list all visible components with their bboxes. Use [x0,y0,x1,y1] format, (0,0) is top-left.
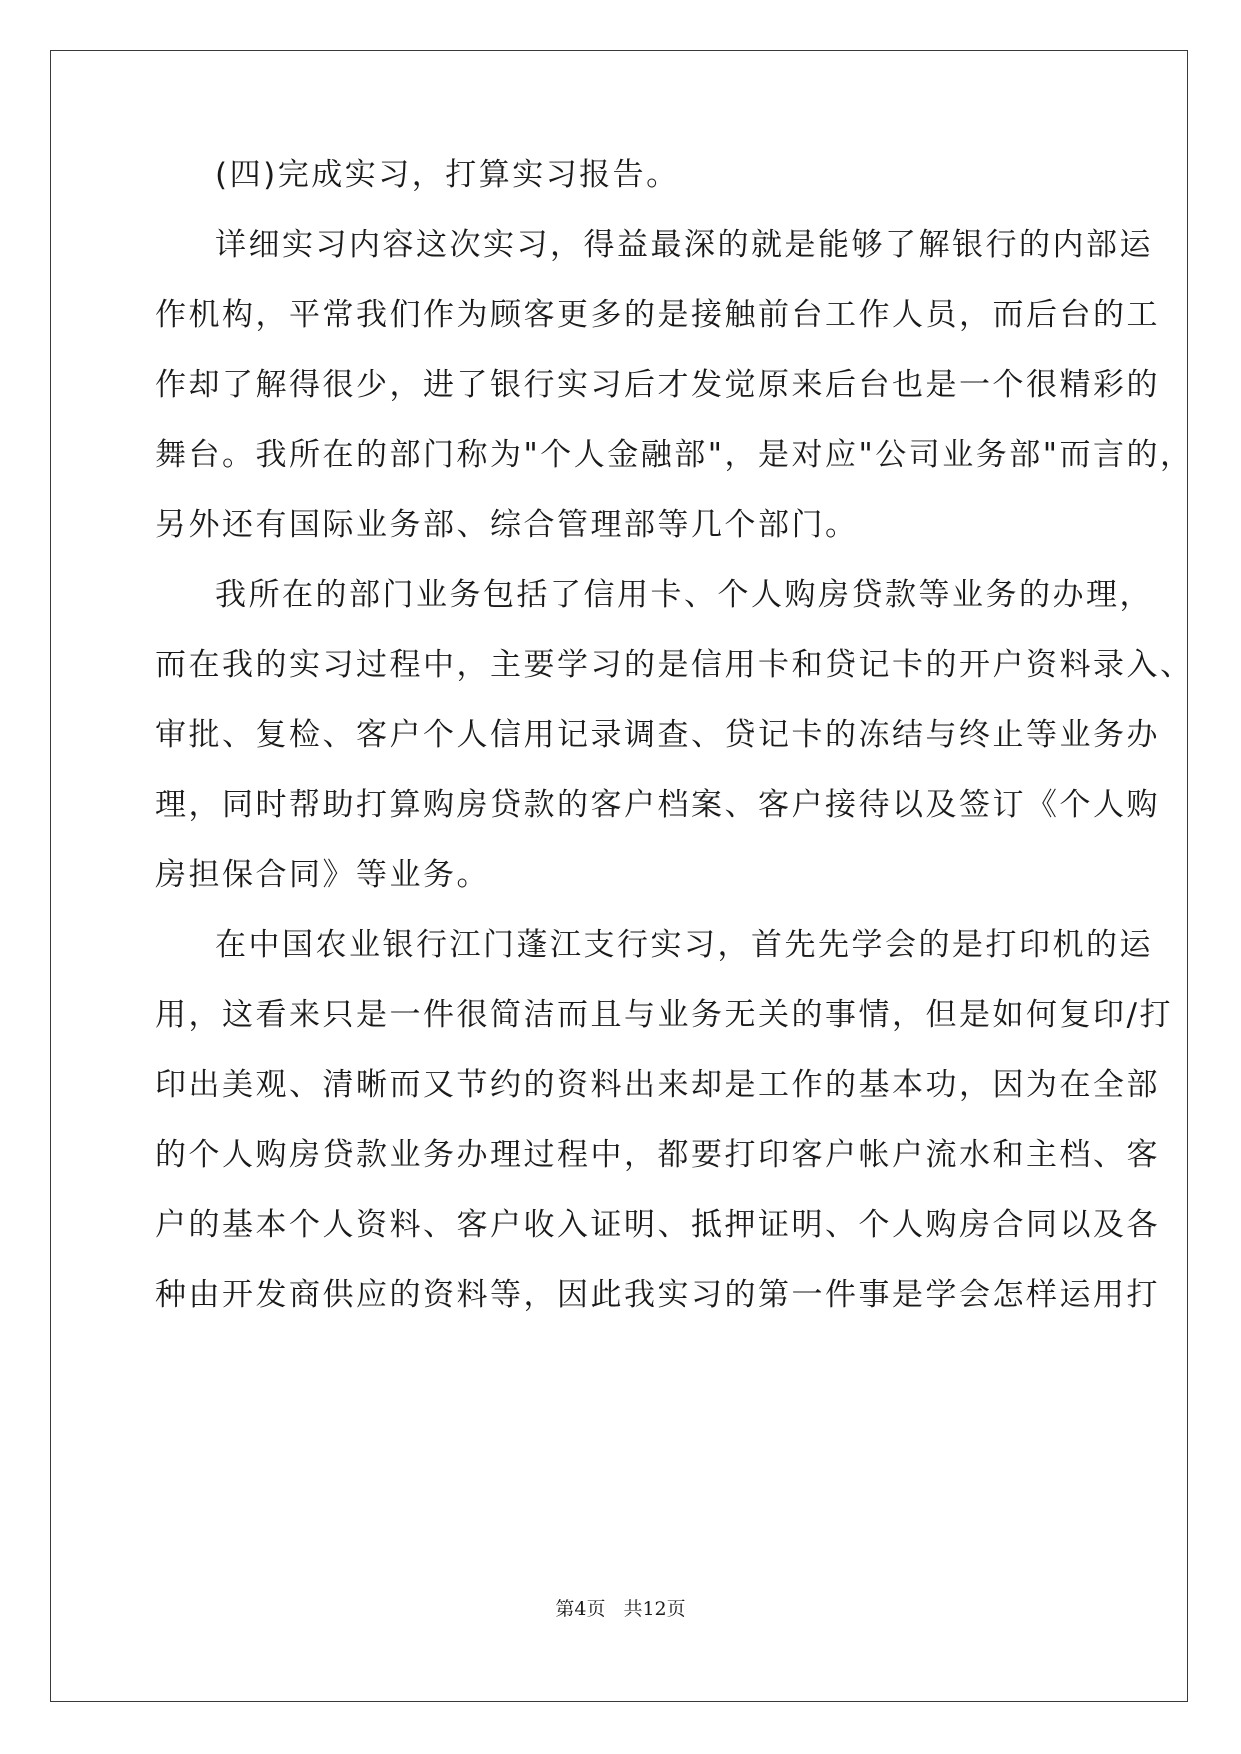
page-number: 第4页 [555,1598,606,1620]
paragraph-line: 理，同时帮助打算购房贷款的客户档案、客户接待以及签订《个人购 [155,787,1160,823]
paragraph-line: 户的基本个人资料、客户收入证明、抵押证明、个人购房合同以及各 [155,1207,1160,1243]
paragraph-line: 作机构，平常我们作为顾客更多的是接触前台工作人员，而后台的工 [155,297,1160,333]
paragraph-line: 详细实习内容这次实习，得益最深的就是能够了解银行的内部运 [215,227,1153,263]
paragraph-line: 种由开发商供应的资料等，因此我实习的第一件事是学会怎样运用打 [155,1277,1160,1313]
paragraph-line: 另外还有国际业务部、综合管理部等几个部门。 [155,507,859,543]
paragraph-line: 而在我的实习过程中，主要学习的是信用卡和贷记卡的开户资料录入、 [155,647,1194,683]
page-footer [0,1597,1241,1621]
paragraph-line: 审批、复检、客户个人信用记录调查、贷记卡的冻结与终止等业务办 [155,717,1160,753]
paragraph-line: 作却了解得很少，进了银行实习后才发觉原来后台也是一个很精彩的 [155,367,1160,403]
page-total: 共12页 [623,1598,686,1620]
paragraph-line: 的个人购房贷款业务办理过程中，都要打印客户帐户流水和主档、客 [155,1137,1160,1173]
paragraph-line: 在中国农业银行江门蓬江支行实习，首先先学会的是打印机的运 [215,927,1153,963]
paragraph-line: 印出美观、清晰而又节约的资料出来却是工作的基本功，因为在全部 [155,1067,1160,1103]
paragraph-line: (四)完成实习，打算实习报告。 [215,157,680,193]
paragraph-line: 舞台。我所在的部门称为"个人金融部"，是对应"公司业务部"而言的， [155,437,1194,473]
paragraph-line: 我所在的部门业务包括了信用卡、个人购房贷款等业务的办理， [215,577,1153,613]
paragraph-line: 房担保合同》等业务。 [155,857,490,893]
paragraph-line: 用，这看来只是一件很简洁而且与业务无关的事情，但是如何复印/打 [155,997,1173,1033]
